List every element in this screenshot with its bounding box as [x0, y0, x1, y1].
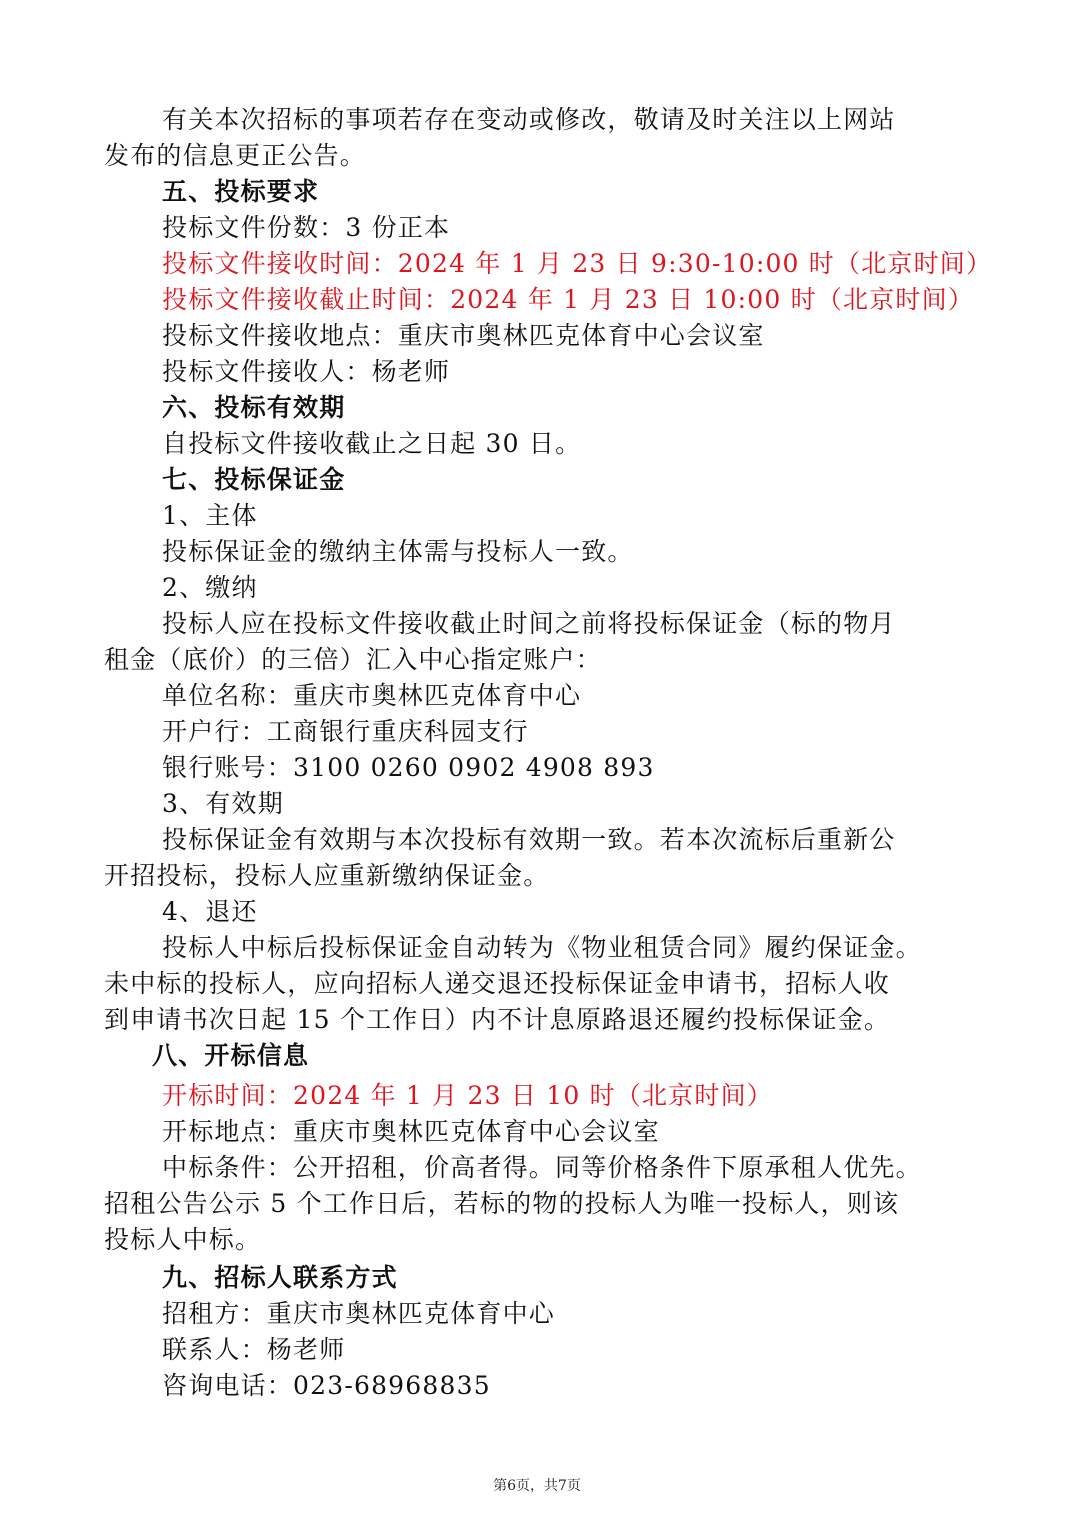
paragraph-line: 中标条件：公开招租，价高者得。同等价格条件下原承租人优先。: [162, 1153, 922, 1182]
account-number: 银行账号：3100 0260 0902 4908 893: [162, 753, 655, 782]
paragraph-line: 自投标文件接收截止之日起 30 日。: [162, 429, 582, 458]
account-name: 单位名称：重庆市奥林匹克体育中心: [162, 681, 582, 710]
opening-time: 开标时间：2024 年 1 月 23 日 10 时（北京时间）: [162, 1081, 773, 1110]
bid-receipt-time: 投标文件接收时间：2024 年 1 月 23 日 9:30-10:00 时（北京时间）: [162, 249, 993, 278]
paragraph-line: 投标文件份数：3 份正本: [162, 213, 451, 242]
paragraph-line: 投标人应在投标文件接收截止时间之前将投标保证金（标的物月: [162, 609, 896, 638]
paragraph-line: 开标地点：重庆市奥林匹克体育中心会议室: [162, 1117, 660, 1146]
contact-organization: 招租方：重庆市奥林匹克体育中心: [162, 1299, 556, 1328]
bank-name: 开户行：工商银行重庆科园支行: [162, 717, 529, 746]
contact-person: 联系人：杨老师: [162, 1335, 346, 1364]
subheading: 4、退还: [162, 897, 258, 926]
bid-deadline-time: 投标文件接收截止时间：2024 年 1 月 23 日 10:00 时（北京时间）: [162, 285, 975, 314]
paragraph-line: 招租公告公示 5 个工作日后，若标的物的投标人为唯一投标人，则该: [104, 1189, 900, 1218]
paragraph-line: 开招投标，投标人应重新缴纳保证金。: [104, 861, 550, 890]
section-heading-bid-requirements: 五、投标要求: [162, 177, 320, 206]
section-heading-contact: 九、招标人联系方式: [162, 1263, 398, 1292]
section-heading-deposit: 七、投标保证金: [162, 465, 346, 494]
paragraph-line: 投标保证金有效期与本次投标有效期一致。若本次流标后重新公: [162, 825, 896, 854]
page-footer: 第6页，共7页: [493, 1478, 581, 1494]
section-heading-validity: 六、投标有效期: [162, 393, 346, 422]
paragraph-line: 有关本次招标的事项若存在变动或修改，敬请及时关注以上网站: [162, 105, 896, 134]
subheading: 2、缴纳: [162, 573, 258, 602]
paragraph-line: 投标人中标后投标保证金自动转为《物业租赁合同》履约保证金。: [162, 933, 922, 962]
paragraph-line: 投标人中标。: [104, 1225, 262, 1254]
paragraph-line: 投标文件接收人：杨老师: [162, 357, 451, 386]
paragraph-line: 投标保证金的缴纳主体需与投标人一致。: [162, 537, 634, 566]
subheading: 3、有效期: [162, 789, 284, 818]
paragraph-line: 发布的信息更正公告。: [104, 141, 367, 170]
paragraph-line: 投标文件接收地点：重庆市奥林匹克体育中心会议室: [162, 321, 765, 350]
section-heading-opening: 八、开标信息: [152, 1041, 310, 1070]
contact-phone: 咨询电话：023-68968835: [162, 1371, 491, 1400]
paragraph-line: 租金（底价）的三倍）汇入中心指定账户：: [104, 645, 602, 674]
subheading: 1、主体: [162, 501, 258, 530]
paragraph-line: 未中标的投标人，应向招标人递交退还投标保证金申请书，招标人收: [104, 969, 891, 998]
paragraph-line: 到申请书次日起 15 个工作日）内不计息原路退还履约投标保证金。: [104, 1005, 891, 1034]
